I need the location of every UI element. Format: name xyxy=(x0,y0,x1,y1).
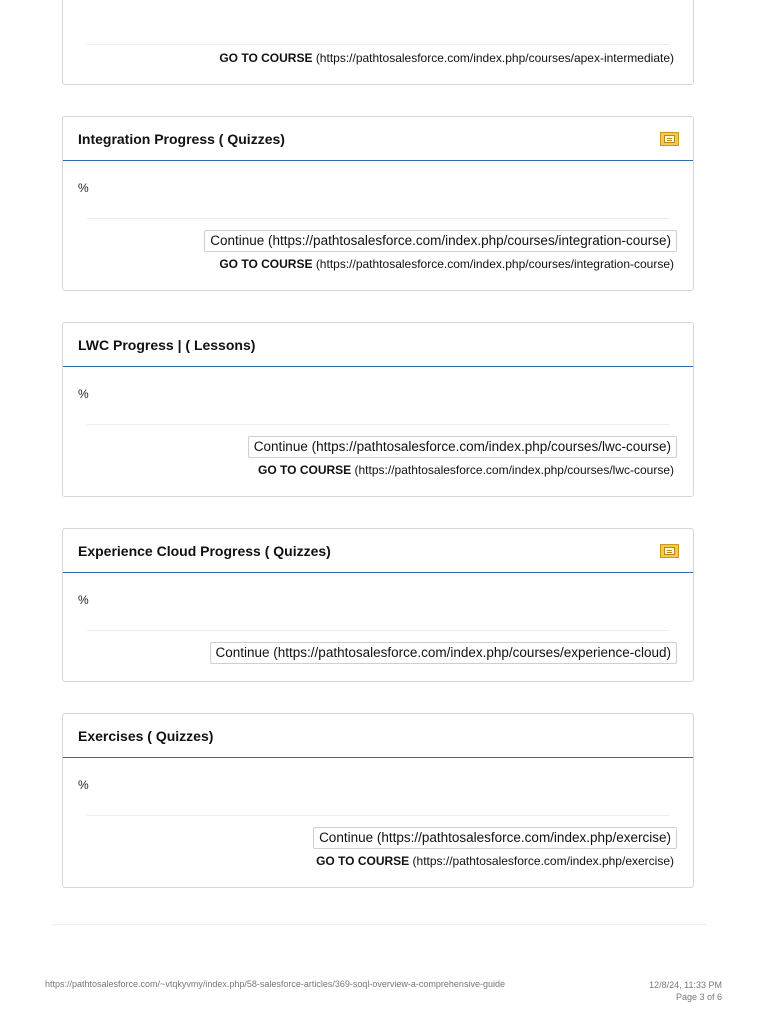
progress-percent: % xyxy=(78,387,89,401)
goto-course-label: GO TO COURSE xyxy=(219,51,313,65)
card-title: LWC Progress | ( Lessons) xyxy=(78,336,256,353)
card-title: Experience Cloud Progress ( Quizzes) xyxy=(78,542,331,559)
card-separator xyxy=(87,424,669,425)
goto-course-url: (https://pathtosalesforce.com/index.php/courses/apex-intermediate) xyxy=(315,51,674,65)
card-header xyxy=(63,714,693,758)
card-header xyxy=(63,117,693,161)
goto-course-label: GO TO COURSE xyxy=(258,463,352,477)
integration-progress-card xyxy=(62,116,694,291)
card-header xyxy=(63,529,693,573)
exercises-card xyxy=(62,713,694,888)
progress-percent: % xyxy=(78,593,89,607)
card-separator xyxy=(87,44,669,45)
continue-button[interactable]: Continue (https://pathtosalesforce.com/index.php/exercise) xyxy=(313,827,677,849)
footer-datetime: 12/8/24, 11:33 PM xyxy=(649,980,722,990)
progress-percent: % xyxy=(78,778,89,792)
continue-button[interactable]: Continue (https://pathtosalesforce.com/index.php/courses/experience-cloud) xyxy=(210,642,678,664)
experience-cloud-progress-card xyxy=(62,528,694,682)
goto-course-url: (https://pathtosalesforce.com/index.php/courses/integration-course) xyxy=(315,257,674,271)
goto-course-link[interactable] xyxy=(219,51,674,65)
footer-page-number: Page 3 of 6 xyxy=(675,992,722,1002)
goto-course-link[interactable] xyxy=(219,257,674,271)
apex-intermediate-card xyxy=(62,0,694,85)
continue-button[interactable]: Continue (https://pathtosalesforce.com/index.php/courses/lwc-course) xyxy=(248,436,677,458)
progress-percent: % xyxy=(78,181,89,195)
quiz-icon xyxy=(660,544,679,558)
footer-meta xyxy=(649,979,722,1003)
goto-course-link[interactable] xyxy=(258,463,674,477)
card-title: Exercises ( Quizzes) xyxy=(78,727,214,744)
card-separator xyxy=(87,218,669,219)
quiz-icon xyxy=(660,132,679,146)
card-separator xyxy=(87,630,669,631)
card-separator xyxy=(87,815,669,816)
goto-course-url: (https://pathtosalesforce.com/index.php/courses/lwc-course) xyxy=(354,463,674,477)
card-title: Integration Progress ( Quizzes) xyxy=(78,130,285,147)
card-header xyxy=(63,323,693,367)
continue-button[interactable]: Continue (https://pathtosalesforce.com/index.php/courses/integration-course) xyxy=(204,230,677,252)
goto-course-url: (https://pathtosalesforce.com/index.php/exercise) xyxy=(412,854,674,868)
footer-url: https://pathtosalesforce.com/~vtqkyvmy/index.php/58-salesforce-articles/369-soql-overview-a-comprehensive-guide xyxy=(45,979,505,989)
goto-course-label: GO TO COURSE xyxy=(219,257,313,271)
goto-course-label: GO TO COURSE xyxy=(316,854,410,868)
lwc-progress-card xyxy=(62,322,694,497)
goto-course-link[interactable] xyxy=(316,854,674,868)
content-divider xyxy=(52,924,706,925)
